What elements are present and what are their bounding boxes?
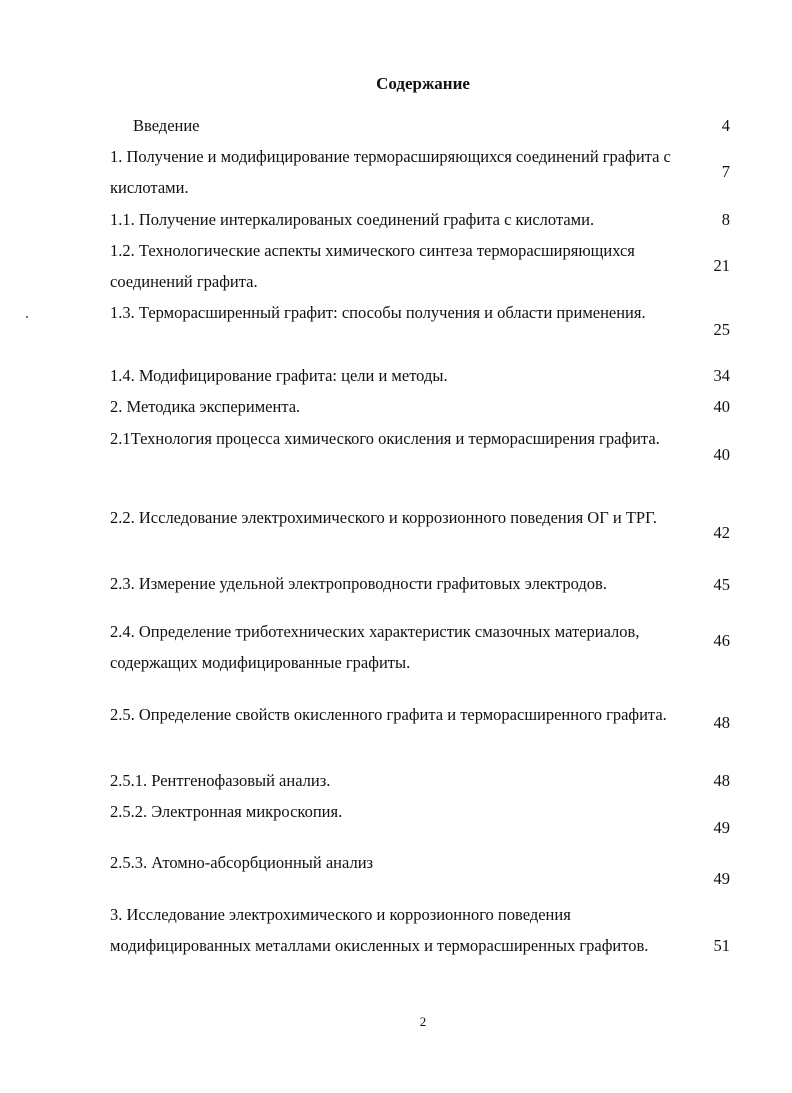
toc-page-intro: 4 xyxy=(721,116,730,135)
toc-page-2-5-1: 48 xyxy=(713,771,730,790)
toc-entry-1-3: 1.3. Терморасширенный графит: способы получения и области применения. xyxy=(110,303,646,322)
toc-entry-2-3: 2.3. Измерение удельной электропроводности графитовых электродов. xyxy=(110,574,607,593)
toc-page-1-1: 8 xyxy=(721,210,730,229)
toc-page-2-5: 48 xyxy=(713,713,730,732)
toc-page-2-2: 42 xyxy=(713,523,730,542)
toc-entry-2-5-3: 2.5.3. Атомно-абсорбционный анализ xyxy=(110,853,374,872)
toc-entry-2-1: 2.1Технология процесса химического окисления и терморасширения графита. xyxy=(110,429,660,448)
toc-entry-2: 2. Методика эксперимента. xyxy=(110,397,301,416)
toc-page-2-5-3: 49 xyxy=(713,869,730,888)
page-number: 2 xyxy=(419,1014,427,1029)
toc-page-2-4: 46 xyxy=(713,631,730,650)
toc-page-1-2: 21 xyxy=(713,256,730,275)
toc-page-2-1: 40 xyxy=(713,445,730,464)
toc-entry-1: 1. Получение и модифицирование терморасширяющихся соединений графита с кислотами. xyxy=(110,147,671,197)
toc-entry-2-4: 2.4. Определение триботехнических характеристик смазочных материалов, содержащих модифицированные графиты. xyxy=(110,622,640,672)
toc-page-1-3: 25 xyxy=(713,320,730,339)
toc-entry-1-2: 1.2. Технологические аспекты химического синтеза терморасширяющихся соединений графита. xyxy=(110,241,635,291)
toc-page-2-5-2: 49 xyxy=(713,818,730,837)
scan-speck xyxy=(26,316,28,318)
toc-page-2: 40 xyxy=(713,397,730,416)
toc-entry-1-4: 1.4. Модифицирование графита: цели и методы. xyxy=(110,366,448,385)
toc-page-1-4: 34 xyxy=(713,366,730,385)
toc-entry-2-2: 2.2. Исследование электрохимического и коррозионного поведения ОГ и ТРГ. xyxy=(110,508,657,527)
page-title: Содержание xyxy=(376,74,470,93)
toc-page-2-3: 45 xyxy=(713,575,730,594)
toc-entry-2-5-1: 2.5.1. Рентгенофазовый анализ. xyxy=(110,771,331,790)
toc-entry-2-5-2: 2.5.2. Электронная микроскопия. xyxy=(110,802,343,821)
toc-entry-intro: Введение xyxy=(133,116,200,135)
toc-entry-2-5: 2.5. Определение свойств окисленного графита и терморасширенного графита. xyxy=(110,705,667,724)
toc-entry-1-1: 1.1. Получение интеркалированых соединений графита с кислотами. xyxy=(110,210,595,229)
toc-entry-3: 3. Исследование электрохимического и коррозионного поведения модифицированных металлами окисленных и терморасширенных графитов. xyxy=(110,905,649,955)
toc-page-3: 51 xyxy=(713,936,730,955)
toc-page-1: 7 xyxy=(721,162,730,181)
